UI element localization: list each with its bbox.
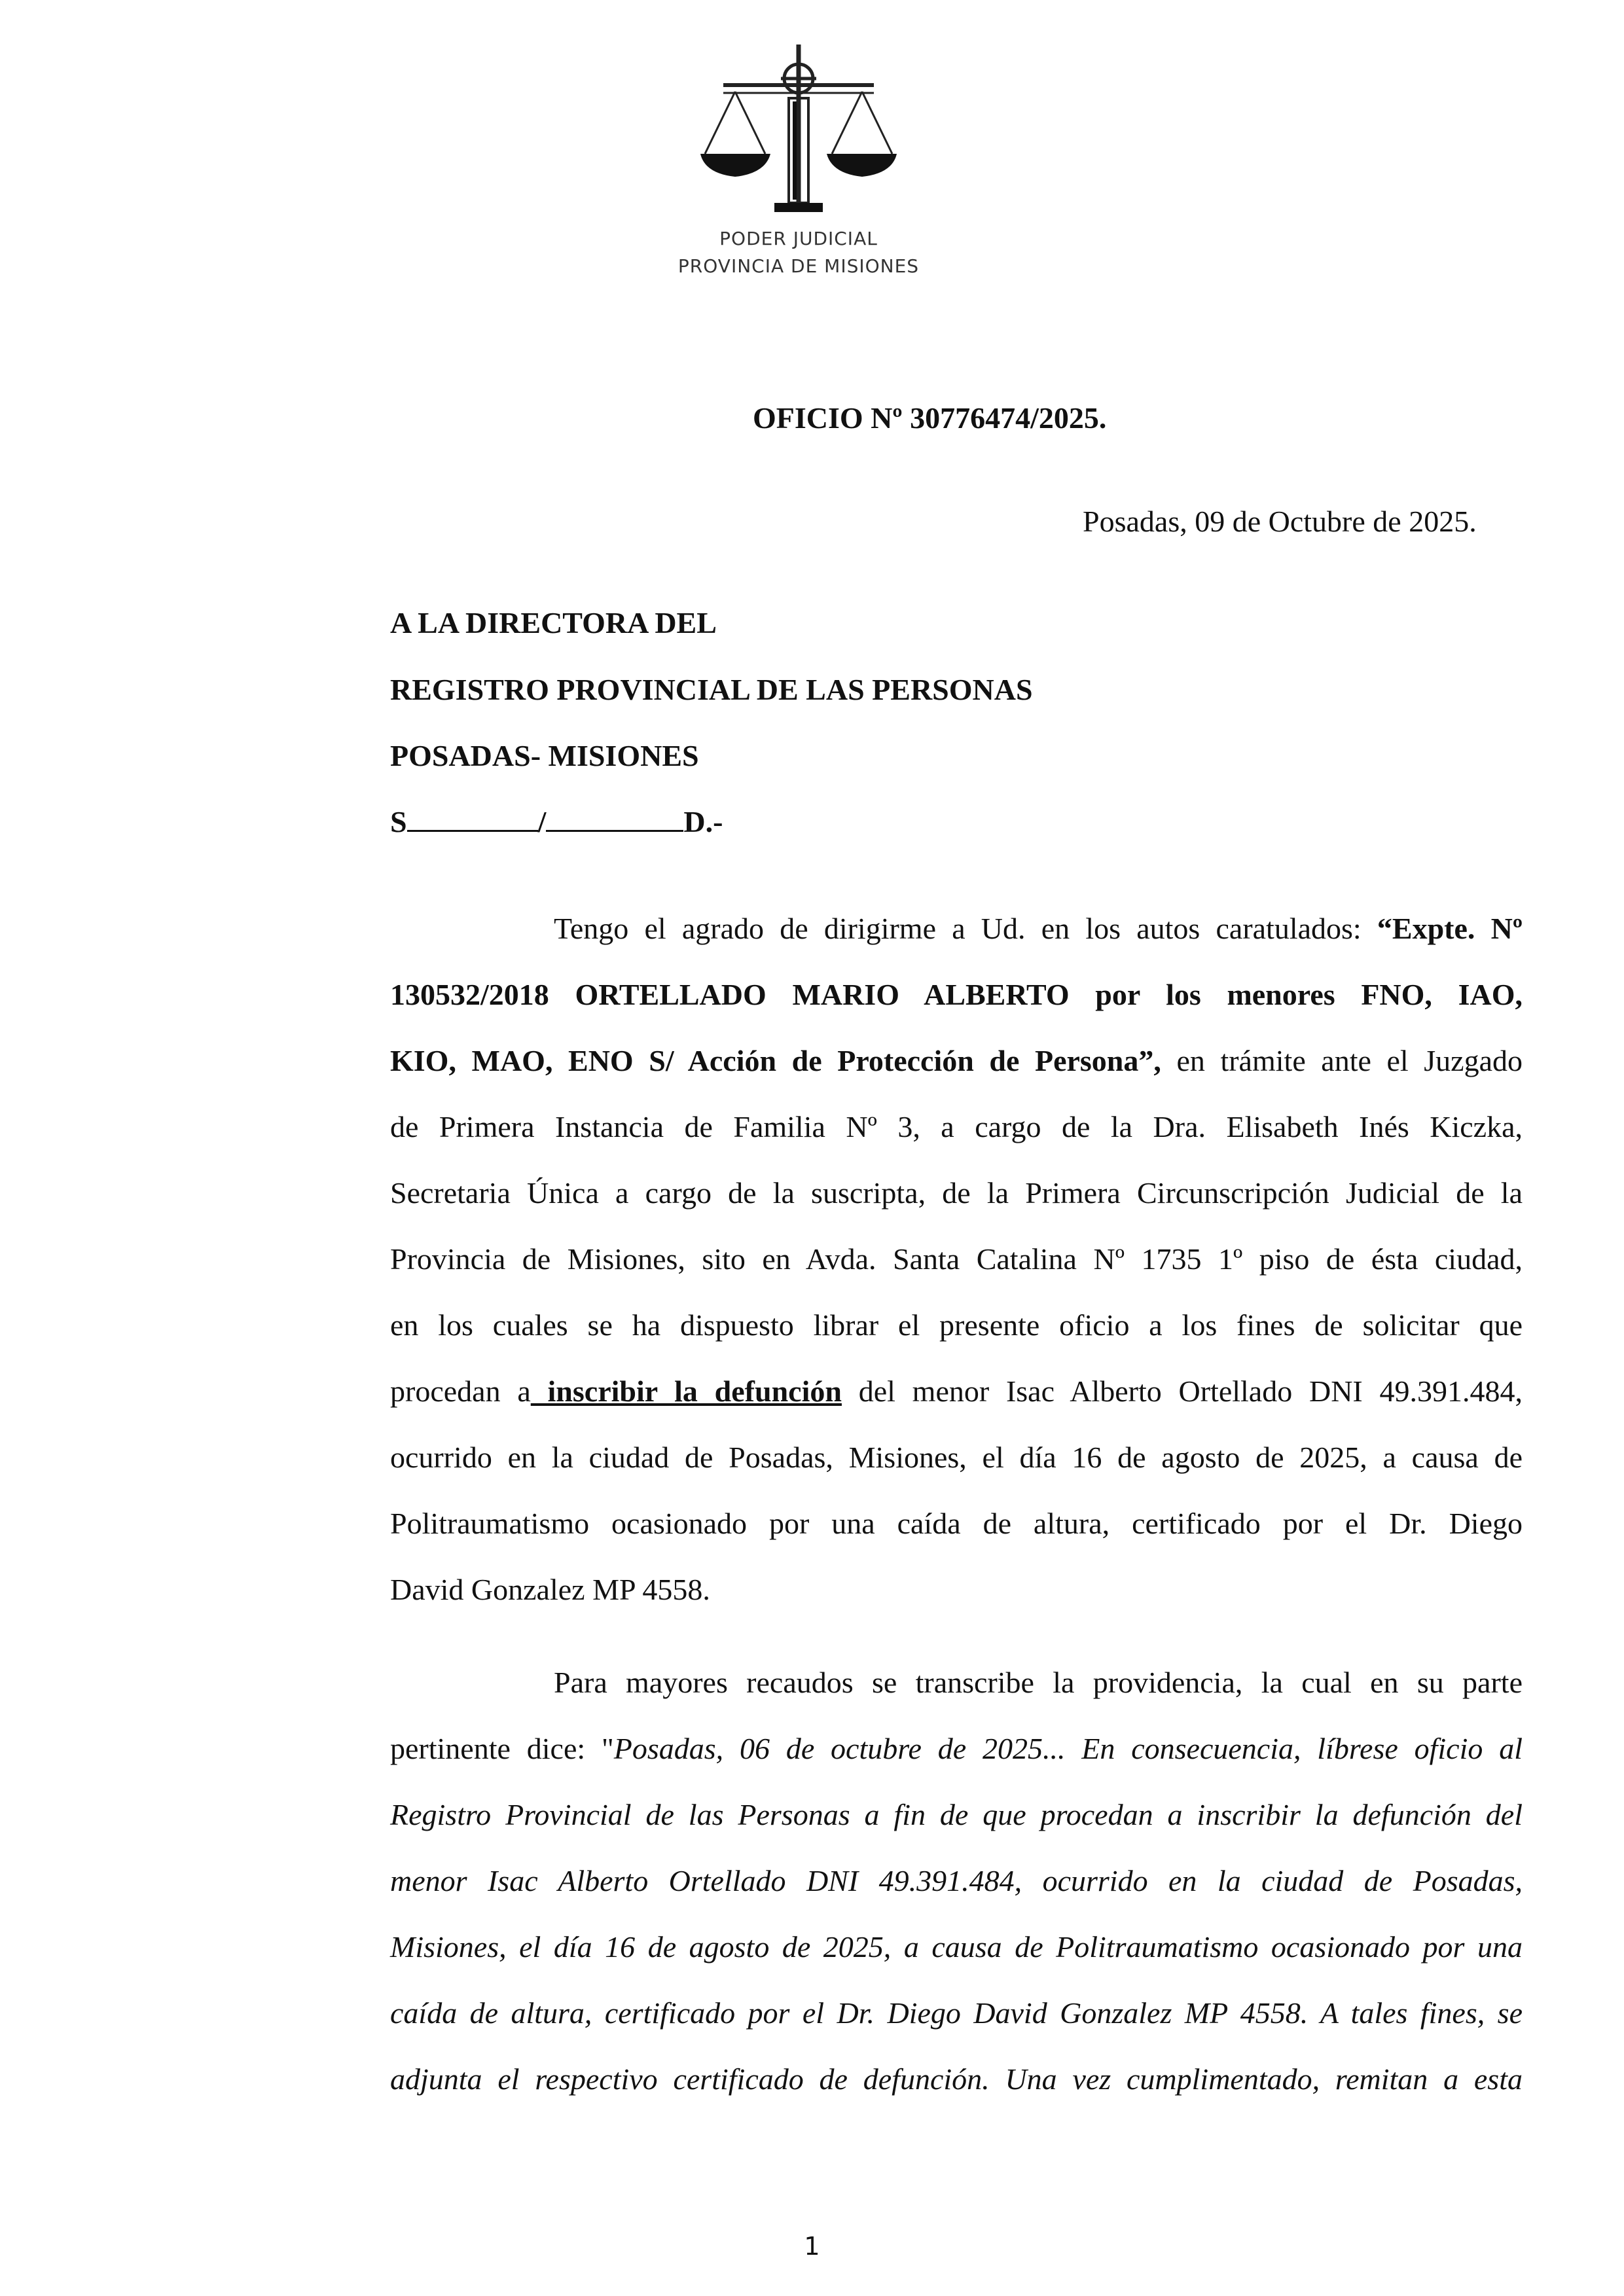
p1-line-1 xyxy=(390,895,1523,961)
page-number: 1 xyxy=(804,2232,820,2261)
p1-line-8 xyxy=(390,1358,1523,1424)
p1-line-11: David Gonzalez MP 4558. xyxy=(390,1573,710,1606)
p1-line-9: ocurrido en la ciudad de Posadas, Misiones, el día 16 de agosto de 2025, a causa de xyxy=(390,1441,1523,1474)
p2-line-4: menor Isac Alberto Ortellado DNI 49.391.484, ocurrido en la ciudad de Posadas, xyxy=(390,1864,1523,1897)
addressee-line-1: A LA DIRECTORA DEL xyxy=(390,606,717,639)
paragraph-1 xyxy=(390,895,1523,1623)
p1-line-10: Politraumatismo ocasionado por una caída de altura, certificado por el Dr. Diego xyxy=(390,1507,1523,1540)
salutation-sd xyxy=(390,804,723,839)
p1-l8-text: procedan a xyxy=(390,1374,531,1408)
sd-d: D.- xyxy=(683,805,723,838)
p2-line-2 xyxy=(390,1715,1523,1782)
p1-line-6: Provincia de Misiones, sito en Avda. Santa Catalina Nº 1735 1º piso de ésta ciudad, xyxy=(390,1242,1523,1276)
p2-l2-italic: Posadas, 06 de octubre de 2025... En consecuencia, líbrese oficio al xyxy=(613,1732,1523,1765)
p2-l2-text: pertinente dice: " xyxy=(390,1732,614,1765)
paragraph-2 xyxy=(390,1649,1523,2112)
p2-line-3: Registro Provincial de las Personas a fin de que procedan a inscribir la defunción del xyxy=(390,1798,1523,1831)
addressee-line-2: REGISTRO PROVINCIAL DE LAS PERSONAS xyxy=(390,673,1033,706)
blank-line-2 xyxy=(546,808,683,832)
p1-line-3 xyxy=(390,1028,1523,1094)
p2-line-7: adjunta el respectivo certificado de defunción. Una vez cumplimentado, remitan a esta xyxy=(390,2062,1523,2096)
addressee-line-3: POSADAS- MISIONES xyxy=(390,739,699,772)
p1-line-7: en los cuales se ha dispuesto librar el presente oficio a los fines de solicitar que xyxy=(390,1308,1523,1342)
p1-l3-text: en trámite ante el Juzgado xyxy=(1161,1044,1523,1077)
p2-line-5: Misiones, el día 16 de agosto de 2025, a causa de Politraumatismo ocasionado por una xyxy=(390,1930,1523,1964)
p1-line-4: de Primera Instancia de Familia Nº 3, a cargo de la Dra. Elisabeth Inés Kiczka, xyxy=(390,1110,1523,1143)
sd-slash: / xyxy=(537,805,547,838)
judicial-seal xyxy=(661,39,936,288)
p2-line-6: caída de altura, certificado por el Dr. Diego David Gonzalez MP 4558. A tales fines, se xyxy=(390,1996,1523,2030)
p1-l1-bold: “Expte. Nº xyxy=(1377,912,1523,945)
oficio-number: OFICIO Nº 30776474/2025. xyxy=(753,401,1107,435)
p1-line-2: 130532/2018 ORTELLADO MARIO ALBERTO por los menores FNO, IAO, xyxy=(390,978,1523,1011)
p1-l8-underlined: inscribir la defunción xyxy=(530,1374,842,1408)
p2-line-1: Para mayores recaudos se transcribe la providencia, la cual en su parte xyxy=(554,1666,1523,1699)
seal-text-provincia: PROVINCIA DE MISIONES xyxy=(677,255,920,277)
sd-s: S xyxy=(390,805,407,838)
p1-l1-text: Tengo el agrado de dirigirme a Ud. en los autos caratulados: xyxy=(554,912,1377,945)
date-line: Posadas, 09 de Octubre de 2025. xyxy=(1083,505,1477,538)
p1-l8-rest: del menor Isac Alberto Ortellado DNI 49.391.484, xyxy=(841,1374,1523,1408)
blank-line-1 xyxy=(407,808,538,832)
scales-of-justice-icon xyxy=(697,39,900,223)
seal-text-poder-judicial: PODER JUDICIAL xyxy=(719,228,878,249)
p1-line-5: Secretaria Única a cargo de la suscripta, de la Primera Circunscripción Judicial de la xyxy=(390,1176,1523,1210)
p1-l3-bold: KIO, MAO, ENO S/ Acción de Protección de Persona”, xyxy=(390,1044,1161,1077)
